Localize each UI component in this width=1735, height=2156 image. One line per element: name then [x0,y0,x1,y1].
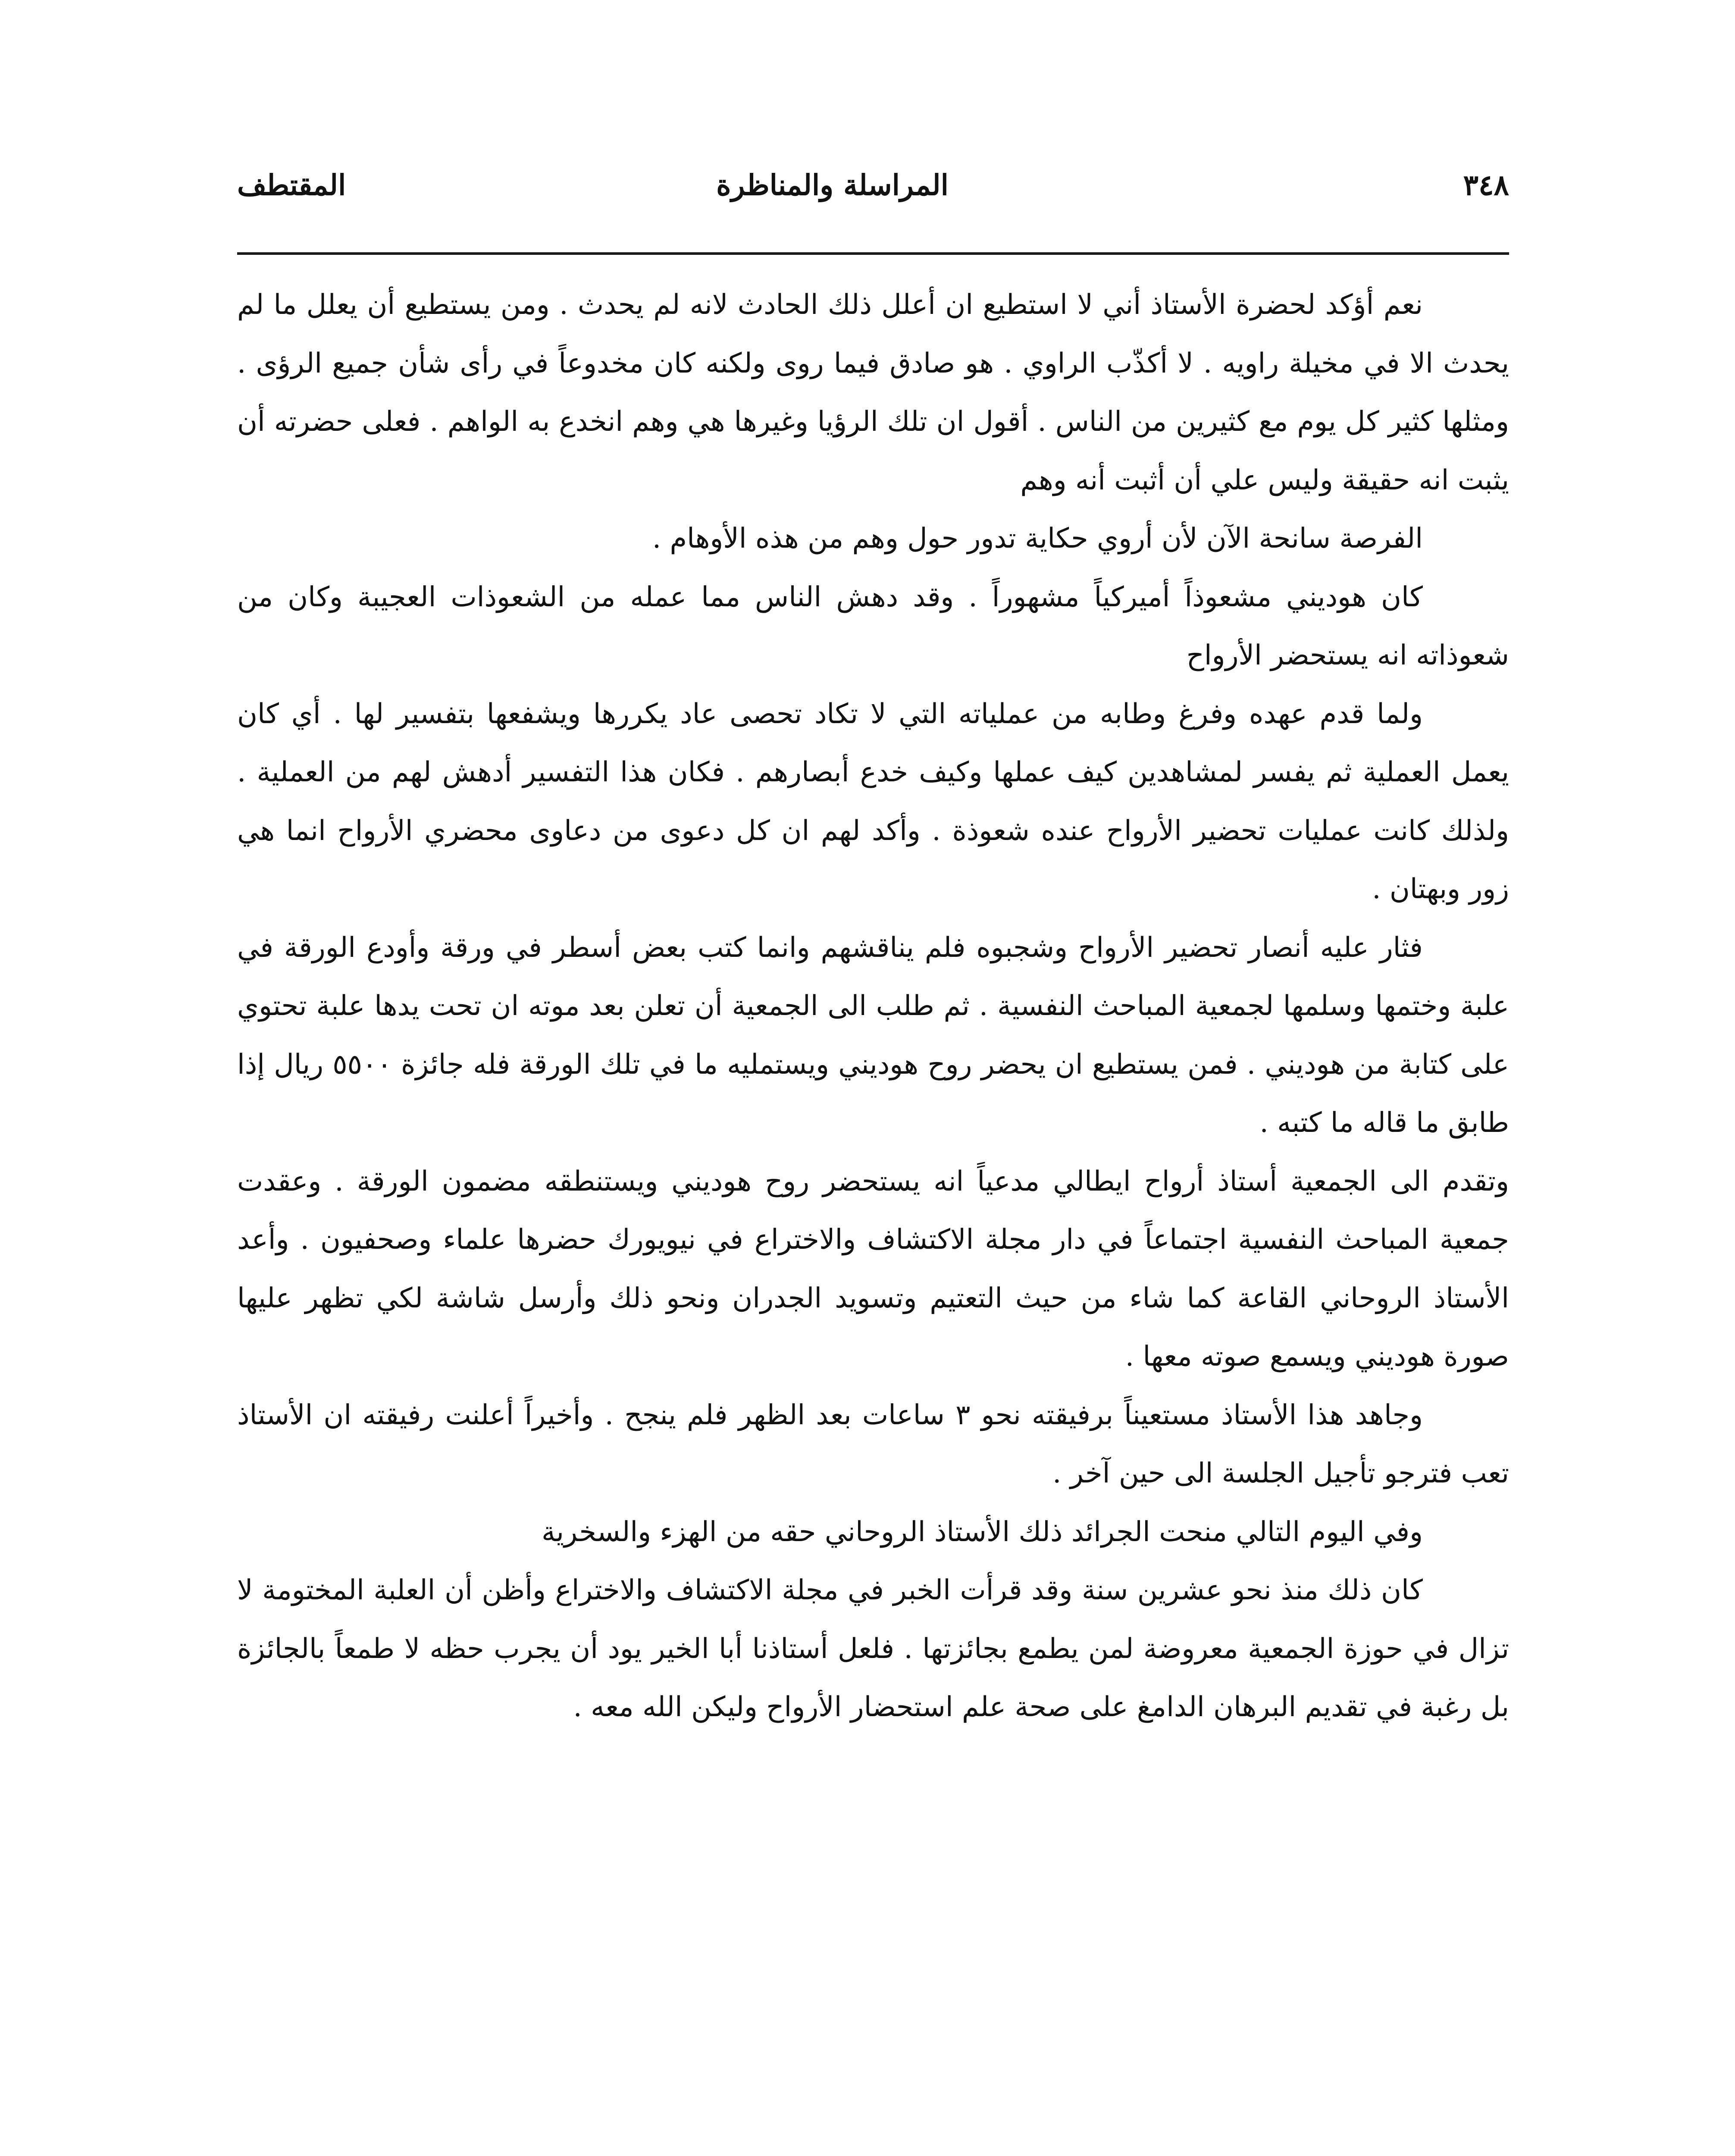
paragraph: كان ذلك منذ نحو عشرين سنة وقد قرأت الخبر في مجلة الاكتشاف والاختراع وأظن أن العلبة المختومة لا تزال في حوزة الجمعية معروضة لمن يطمع بجائزتها . فلعل أستاذنا أبا الخير يود أن يجرب حظه لا طمعاً بالجائزة بل رغبة في تقديم البرهان الدامغ على صحة علم استحضار الأرواح وليكن الله معه . [237,1574,1509,1723]
paragraph: فثار عليه أنصار تحضير الأرواح وشجبوه فلم يناقشهم وانما كتب بعض أسطر في ورقة وأودع الورقة في علبة وختمها وسلمها لجمعية المباحث النفسية . ثم طلب الى الجمعية أن تعلن بعد موته ان تحت يدها علبة تحتوي على كتابة من هوديني . فمن يستطيع ان يحضر روح هوديني ويستمليه ما في تلك الورقة فله جائزة ٥٥٠٠ ريال إذا طابق ما قاله ما كتبه . [237,931,1510,1139]
section-title: المراسلة والمناظرة [716,168,949,202]
article-body [237,276,1509,1737]
page-header [237,168,1509,220]
page-number: ٣٤٨ [1463,168,1509,202]
paragraph: كان هوديني مشعوذاً أميركياً مشهوراً . وقد دهش الناس مما عمله من الشعوذات العجيبة وكان من شعوذاته انه يستحضر الأرواح [237,581,1509,671]
paragraph: ولما قدم عهده وفرغ وطابه من عملياته التي لا تكاد تحصى عاد يكررها ويشفعها بتفسير لها . أي كان يعمل العملية ثم يفسر لمشاهدين كيف عملها وكيف خدع أبصارهم . فكان هذا التفسير أدهش لهم من العملية . ولذلك كانت عمليات تحضير الأرواح عنده شعوذة . وأكد لهم ان كل دعوى من دعاوى محضري الأرواح انما هي زور وبهتان . [237,698,1509,905]
header-rule [237,252,1509,255]
paragraph: الفرصة سانحة الآن لأن أروي حكاية تدور حول وهم من هذه الأوهام . [652,523,1423,555]
journal-title: المقتطف [237,168,346,202]
paragraph: وتقدم الى الجمعية أستاذ أرواح ايطالي مدعياً انه يستحضر روح هوديني ويستنطقه مضمون الورقة . وعقدت جمعية المباحث النفسية اجتماعاً في دار مجلة الاكتشاف والاختراع في نيويورك حضرها علماء وصحفيون . وأعد الأستاذ الروحاني القاعة كما شاء من حيث التعتيم وتسويد الجدران ونحو ذلك وأرسل شاشة لكي تظهر عليها صورة هوديني ويسمع صوته معها . [237,1165,1510,1373]
paragraph: نعم أؤكد لحضرة الأستاذ أني لا استطيع ان أعلل ذلك الحادث لانه لم يحدث . ومن يستطيع أن يعلل ما لم يحدث الا في مخيلة راويه . لا أكذّب الراوي . هو صادق فيما روى ولكنه كان مخدوعاً في رأى شأن جميع الرؤى . ومثلها كثير كل يوم مع كثيرين من الناس . أقول ان تلك الرؤيا وغيرها هي وهم انخدع به الواهم . فعلى حضرته أن يثبت انه حقيقة وليس علي أن أثبت أنه وهم [237,289,1509,496]
paragraph: وجاهد هذا الأستاذ مستعيناً برفيقته نحو ٣ ساعات بعد الظهر فلم ينجح . وأخيراً أعلنت رفيقته ان الأستاذ تعب فترجو تأجيل الجلسة الى حين آخر . [237,1399,1509,1489]
paragraph: وفي اليوم التالي منحت الجرائد ذلك الأستاذ الروحاني حقه من الهزء والسخرية [541,1516,1423,1548]
